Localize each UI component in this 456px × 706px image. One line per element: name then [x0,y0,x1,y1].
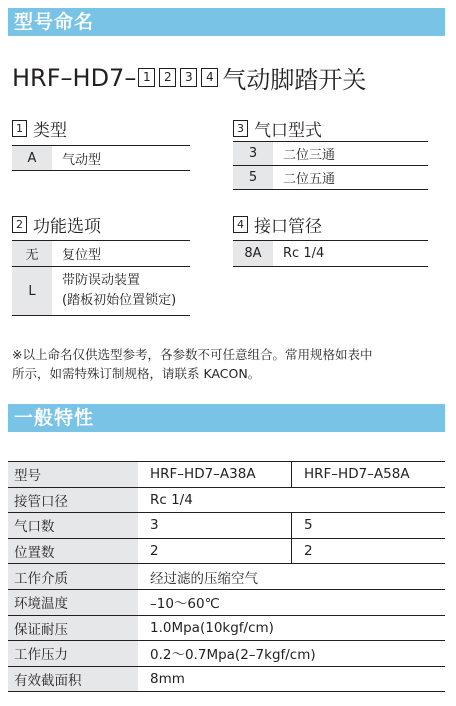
note-line-1: ※以上命名仅供选型参考，各参数不可任意组合。常用规格如表中 [12,347,373,362]
option-desc: 二位三通 [283,148,336,163]
spec-label: 有效截面积 [8,666,138,692]
option-desc: 复位型 [62,248,102,263]
section-title-model-naming: 型号命名 [8,8,445,36]
group-function-heading [12,212,101,237]
option-desc-line2: (踏板初始位置锁定) [62,293,177,308]
table-row [8,513,445,539]
option-code: 8A [233,241,273,267]
spec-label: 环境温度 [8,589,138,615]
spec-value: Rc 1/4 [138,487,445,513]
spec-label: 气口数 [8,513,138,539]
table-row [233,166,428,190]
spec-label: 工作介质 [8,564,138,590]
spec-model-a58a: HRF–HD7–A58A [292,462,446,488]
spec-label: 接管口径 [8,487,138,513]
group-function-table [12,240,190,316]
spec-value: 0.2～0.7Mpa(2–7kgf/cm) [138,641,445,667]
option-desc: 气动型 [62,152,102,168]
table-row [12,241,190,267]
spec-label: 位置数 [8,538,138,564]
option-box-2: 2 [159,68,176,87]
option-desc: Rc 1/4 [283,246,325,261]
table-row [12,146,190,171]
option-box-4: 4 [201,68,218,87]
option-code: L [12,267,52,316]
option-box-3: 3 [180,68,197,87]
selection-note [12,345,448,383]
table-row [12,267,190,316]
spec-label: 保证耐压 [8,615,138,641]
option-box-1: 1 [138,68,155,87]
option-code: 5 [233,166,273,190]
spec-label: 工作压力 [8,641,138,667]
table-row [8,564,445,590]
table-row [8,641,445,667]
group-ports-table [233,141,428,190]
spec-value-col1: 3 [138,513,292,539]
model-suffix: 气动脚踏开关 [222,66,367,94]
model-prefix: HRF–HD7– [12,63,137,92]
spec-value: –10～60℃ [138,589,445,615]
spec-value: 1.0Mpa(10kgf/cm) [138,615,445,641]
option-desc: 二位五通 [283,172,336,187]
group-pipe-number: 4 [233,216,248,233]
group-type-title: 类型 [33,121,67,141]
model-option-boxes [138,68,218,87]
table-row [8,666,445,692]
spec-value-col2: 5 [292,513,446,539]
option-desc-line1: 带防误动装置 [62,273,141,288]
spec-value: 8mm [138,666,445,692]
table-row [8,538,445,564]
group-pipe-table [233,240,428,267]
spec-value-col2: 2 [292,538,446,564]
spec-table [8,461,445,692]
table-row [233,241,428,267]
table-row [8,487,445,513]
group-ports-heading [233,116,322,141]
option-code: 3 [233,142,273,166]
option-code: A [12,146,52,171]
group-type-number: 1 [12,120,27,137]
note-line-2: 所示，如需特殊订制规格，请联系 KACON。 [12,366,261,381]
group-type-table [12,145,190,171]
table-row [8,615,445,641]
group-function-number: 2 [12,216,27,233]
option-desc [52,267,190,316]
spec-label: 型号 [8,462,138,488]
option-code: 无 [12,241,52,267]
table-row [233,142,428,166]
table-header-row [8,462,445,488]
spec-model-a38a: HRF–HD7–A38A [138,462,292,488]
group-function-title: 功能选项 [33,217,101,237]
spec-value: 经过滤的压缩空气 [138,564,445,590]
group-type-heading [12,116,67,141]
section-title-general-characteristics: 一般特性 [8,404,445,432]
table-row [8,589,445,615]
group-pipe-heading [233,212,322,237]
model-code-title [12,60,366,95]
spec-value-col1: 2 [138,538,292,564]
group-ports-title: 气口型式 [254,121,322,141]
group-ports-number: 3 [233,120,248,137]
group-pipe-title: 接口管径 [254,217,322,237]
